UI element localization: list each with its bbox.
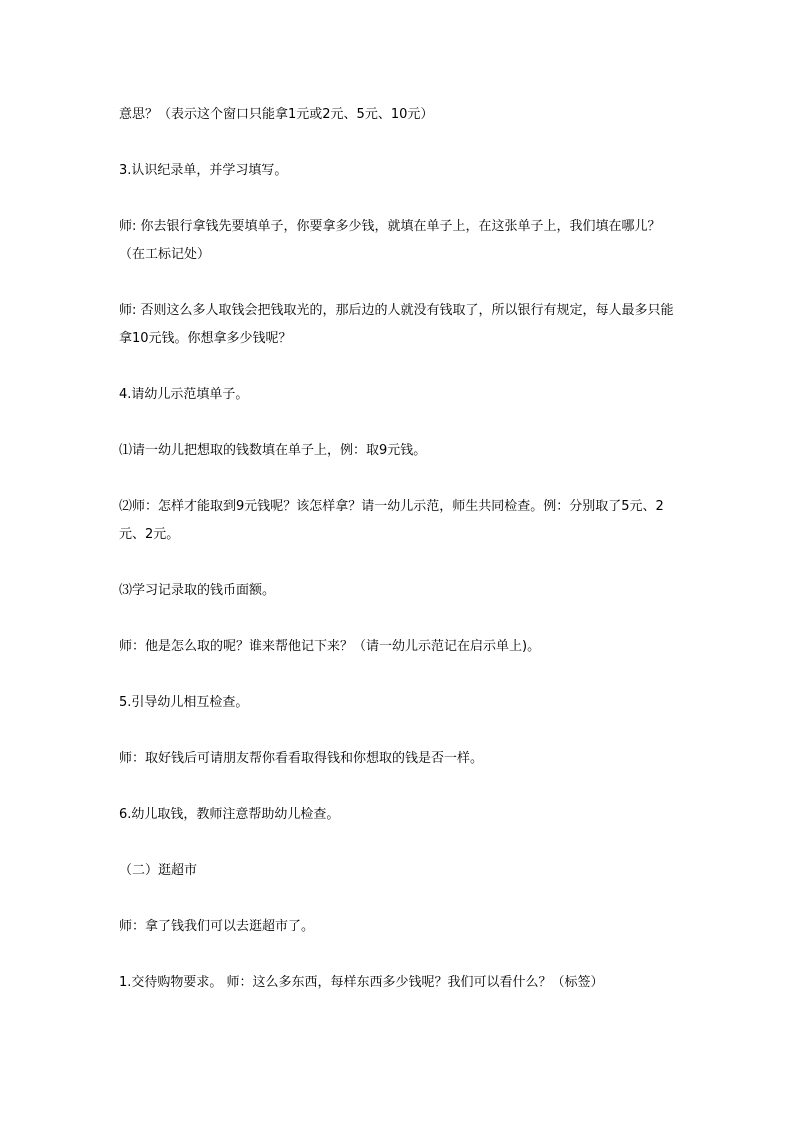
teacher-peer-check: 师：取好钱后可请朋友帮你看看取得钱和你想取的钱是否一样。 [119,751,484,766]
substep-1: ⑴请一幼儿把想取的钱数填在单子上，例：取9元钱。 [119,443,427,458]
substep-3: ⑶学习记录取的钱币面额。 [119,583,276,598]
step-5-heading: 5.引导幼儿相互检查。 [119,695,249,710]
shopping-requirements: 1.交待购物要求。 师：这么多东西，每样东西多少钱呢？我们可以看什么？（标签） [119,975,604,990]
teacher-record-question: 师：他是怎么取的呢？谁来帮他记下来？（请一幼儿示范记在启示单上)。 [119,639,541,654]
step-6-heading: 6.幼儿取钱，教师注意帮助幼儿检查。 [119,807,340,822]
teacher-bank-rule: 师: 否则这么多人取钱会把钱取光的，那后边的人就没有钱取了，所以银行有规定，每人最多只能拿10元钱。你想拿多少钱呢？ [119,303,674,346]
step-4-heading: 4.请幼儿示范填单子。 [119,387,249,402]
substep-2: ⑵师：怎样才能取到9元钱呢？该怎样拿？请一幼儿示范，师生共同检查。例：分别取了5元、2元、2元。 [119,499,664,542]
teacher-go-supermarket: 师：拿了钱我们可以去逛超市了。 [119,919,315,934]
step-3-heading: 3.认识纪录单，并学习填写。 [119,163,288,178]
teacher-fill-form: 师: 你去银行拿钱先要填单子，你要拿多少钱，就填在单子上，在这张单子上，我们填在哪儿？（在工标记处） [119,219,661,262]
paragraph-window-meaning: 意思？（表示这个窗口只能拿1元或2元、5元、10元） [119,107,434,122]
section-2-heading: （二）逛超市 [119,863,198,878]
